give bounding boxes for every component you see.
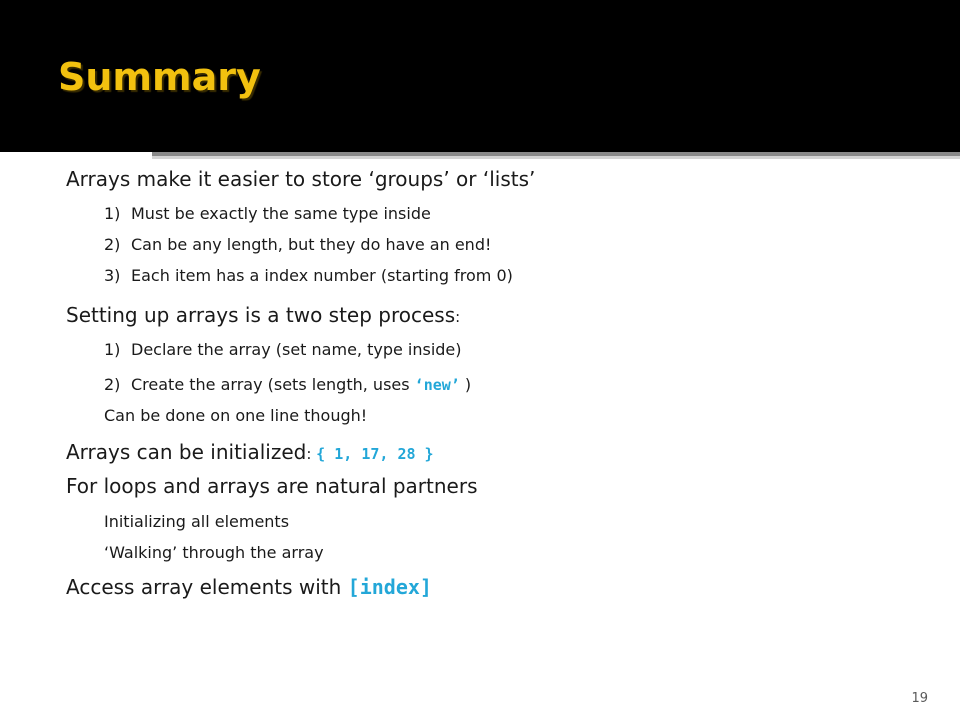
subitem-text-after: ) bbox=[459, 375, 472, 394]
bullet-suffix: : bbox=[455, 308, 461, 326]
bullet-access-elements bbox=[66, 577, 432, 597]
bullet-text: Arrays make it easier to store ‘groups’ or ‘lists’ bbox=[66, 167, 536, 191]
subitem-any-length bbox=[104, 237, 491, 253]
subitem-number: 1) bbox=[104, 204, 121, 223]
code-keyword-new: ‘new’ bbox=[414, 376, 460, 394]
bullet-text: Arrays can be initialized bbox=[66, 440, 307, 464]
bullet-arrays-initialized bbox=[66, 442, 434, 462]
bullet-text: For loops and arrays are natural partners bbox=[66, 474, 478, 498]
bullet-text: Access array elements with bbox=[66, 575, 348, 599]
slide-number: 19 bbox=[911, 691, 928, 706]
subitem-text: Create the array (sets length, uses bbox=[131, 375, 415, 394]
bullet-for-loops bbox=[66, 476, 478, 496]
subitem-same-type bbox=[104, 206, 431, 222]
subitem-number: 2) bbox=[104, 375, 121, 394]
slide-title: Summary bbox=[58, 55, 261, 99]
bullet-arrays-store-groups bbox=[66, 169, 535, 189]
subitem-text: Can be done on one line though! bbox=[104, 406, 368, 425]
code-index-accessor: [index] bbox=[347, 575, 432, 599]
subitem-create-array bbox=[104, 377, 471, 393]
subitem-number: 1) bbox=[104, 340, 121, 359]
subitem-text: Each item has a index number (starting from 0) bbox=[131, 266, 513, 285]
subitem-declare-array bbox=[104, 342, 462, 358]
subitem-text: Declare the array (set name, type inside) bbox=[131, 340, 462, 359]
subitem-one-line bbox=[104, 408, 367, 424]
title-bar bbox=[0, 0, 960, 152]
subitem-number: 3) bbox=[104, 266, 121, 285]
subitem-text: Can be any length, but they do have an end! bbox=[131, 235, 492, 254]
code-initializer-list: { 1, 17, 28 } bbox=[316, 445, 434, 463]
subitem-walking-array bbox=[104, 545, 324, 561]
bullet-suffix: : bbox=[306, 445, 317, 463]
bullet-two-step-process bbox=[66, 305, 460, 325]
subitem-text: Must be exactly the same type inside bbox=[131, 204, 431, 223]
bullet-text: Setting up arrays is a two step process bbox=[66, 303, 456, 327]
subitem-number: 2) bbox=[104, 235, 121, 254]
subitem-index-number bbox=[104, 268, 513, 284]
subitem-initializing-elements bbox=[104, 514, 289, 530]
subitem-text: Initializing all elements bbox=[104, 512, 290, 531]
subitem-text: ‘Walking’ through the array bbox=[104, 543, 324, 562]
header-divider-highlight bbox=[152, 156, 960, 159]
